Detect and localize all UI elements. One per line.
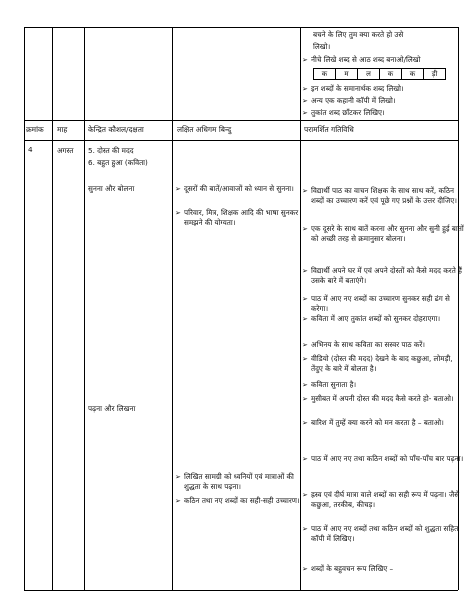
letters-grid (313, 68, 446, 80)
col-border-3 (172, 27, 173, 590)
header-learning-points: लक्षित अधिगम बिन्दु (177, 125, 232, 134)
activity-item: ➢ इन शब्दों के समानार्थक शब्द लिखो। (302, 84, 465, 94)
activity-item: ➢ अन्य एक कहानी कॉपी में लिखो। (302, 96, 465, 106)
activity-item: ➢ ह्रस्व एवं दीर्घ मात्रा वाले शब्दों का सही रूप में पढ़ना। जैसे कछुआ, तरकीब, कीचड़। (302, 490, 465, 510)
activity-item: ➢ विद्यार्थी पाठ का वाचन शिक्षक के साथ साथ करें, कठिन शब्दों का उच्चारण करें एवं पूछे गए प्रश्नों के उत्तर दीजिए। (302, 186, 465, 206)
col-border-2 (84, 27, 85, 590)
col-border-1 (52, 27, 53, 590)
learning-point: ➢ लिखित सामग्री को ध्वनियों एवं मात्राओं की शुद्धता के साथ पढ़ना। (175, 472, 306, 492)
activity-item: ➢ कविता में आए तुकांत शब्दों को सुनकर दोहराएगा। (302, 314, 465, 324)
activity-item: ➢ नीचे लिखे शब्द से आठ शब्द बनाओ/लिखो (302, 55, 465, 65)
letter-cell: ड़ी (424, 69, 446, 80)
header-serial: क्रमांक (26, 125, 44, 134)
col-border-0 (24, 27, 25, 590)
letter-cell: क (314, 69, 336, 80)
letter-cell: क (380, 69, 402, 80)
activity-item: ➢ पाठ में आए नए शब्दों का उच्चारण सुनकर सही ढंग से करेगा। (302, 294, 465, 314)
header-top-border (24, 120, 458, 121)
activity-item: ➢ पाठ में आए नए तथा कठिन शब्दों को पाँच-पाँच बार पढ़ना। (302, 454, 465, 464)
table-top-border (24, 27, 458, 28)
header-skill: केन्द्रित कौशल/दक्षता (88, 125, 144, 134)
lesson-title: 6. बहुत हुआ (कविता) (88, 158, 148, 167)
learning-point: ➢ कठिन तथा नए शब्दों का सही-सही उच्चारण। (175, 496, 306, 506)
header-month: माह (57, 125, 68, 134)
activity-item: ➢ एक दूसरे के साथ बातें करना और सुनना और सुनी हुई बातों को अच्छी तरह से क्रमानुसार बोलना। (302, 224, 465, 244)
learning-point: ➢ परिवार, मित्र, शिक्षक आदि की भाषा सुनकर समझने की योग्यता। (175, 208, 306, 228)
activity-item: ➢ अभिनय के साथ कविता का सस्वर पाठ करें। (302, 340, 465, 350)
activity-item: ➢ बारिश में तुम्हें क्या करने को मन करता है – बताओ। (302, 418, 465, 428)
table-bottom-border (24, 590, 458, 591)
activity-continued-line: बचने के लिए तुम क्या करते हो उसे (313, 30, 404, 39)
row-month: अगस्त (57, 146, 74, 155)
letter-cell: ल (358, 69, 380, 80)
lesson-title: 5. दोस्त की मदद (88, 146, 134, 155)
activity-item: ➢ वीडियो (दोस्त की मदद) देखने के बाद कछुआ, लोमड़ी, तेंदुए के बारे में बोलता है। (302, 354, 465, 374)
header-activities: परामर्शित गतिविधि (304, 125, 354, 134)
letter-cell: म (336, 69, 358, 80)
header-bottom-border (24, 140, 458, 141)
learning-point: ➢ दूसरों की बातें/आवाजों को ध्यान से सुनना। (175, 184, 306, 194)
row-serial: 4 (28, 145, 33, 154)
activity-item: ➢ शब्दों के बहुवचन रूप लिखिए – (302, 564, 465, 574)
activity-item: ➢ कविता सुनाता है। (302, 380, 465, 390)
activity-item: ➢ तुकांत शब्द छाँटकर लिखिए। (302, 108, 465, 118)
activity-item: ➢ विद्यार्थी अपने घर में एवं अपने दोस्तों को कैसे मदद करते हैं उसके बारे में बताएंगे। (302, 266, 465, 286)
activity-item: ➢ मुसीबत में अपनी दोस्त की मदद कैसे करते हो- बताओ। (302, 394, 465, 404)
skill-label: सुनना और बोलना (88, 184, 135, 193)
skill-label: पढ़ना और लिखना (88, 404, 136, 413)
letter-cell: क (402, 69, 424, 80)
activity-continued-line: लिखो। (313, 42, 331, 51)
activity-item: ➢ पाठ में आए नए शब्दों तथा कठिन शब्दों को शुद्धता सहित कॉपी में लिखिए। (302, 524, 465, 544)
